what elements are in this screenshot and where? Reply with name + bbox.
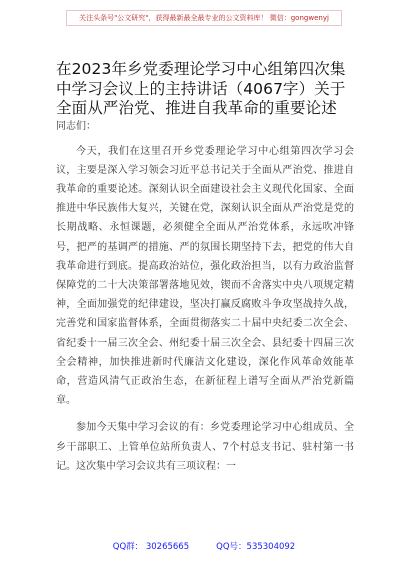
header-banner: [66, 10, 342, 26]
salutation: 同志们：: [56, 120, 96, 132]
document-title: 在2023年乡党委理论学习中心组第四次集中学习会议上的主持讲话（4067字）关于全面从严治党、推进自我革命的重要论述: [56, 60, 346, 117]
document-page: [56, 60, 354, 476]
footer-qq-number: QQ号：535304092: [216, 542, 296, 552]
footer-qq-group: QQ群： 30265665: [112, 542, 190, 552]
banner-text: 关注头条号"公文研究"，获得最新最全最专业的公文资料库！ 微信：gongwenyj: [79, 14, 329, 22]
footer-contact: [0, 540, 408, 552]
body-paragraph-2: 参加今天集中学习会议的有：乡党委理论学习中心组成员、全乡干部职工、上管单位站所负责人、7个村总支书记、驻村第一书记。这次集中学习会议共有三项议程：一: [56, 422, 354, 472]
body-paragraph-1: 今天，我们在这里召开乡党委理论学习中心组第四次学习会议，主要是深入学习领会习近平总书记关于全面从严治党、推进自我革命的重要论述。深刻认识全面建设社会主义现代化国家、全面推进中华民族伟大复兴，关键在党，深刻认识全面从严治党是党的长期战略、永恒课题，必须健全全面从严治党体系，永远吹冲锋号，把严的基调严的措施、严的氛围长期坚持下去，把党的伟大自我革命进行到底。提高政治站位，强化政治担当，以有力政治监督保障党的二十大决策部署落地见效，锲而不舍落实中央八项规定精神，全面加强党的纪律建设，坚决打赢反腐败斗争攻坚战持久战，完善党和国家监督体系，全面贯彻落实二十届中央纪委二次全会、省纪委十一届三次全会、州纪委十届三次全会、县纪委十四届三次全会精神，加快推进新时代廉洁文化建设，深化作风革命效能革命，营造风清气正政治生态，在新征程上谱写全面从严治党新篇章。: [56, 145, 354, 407]
